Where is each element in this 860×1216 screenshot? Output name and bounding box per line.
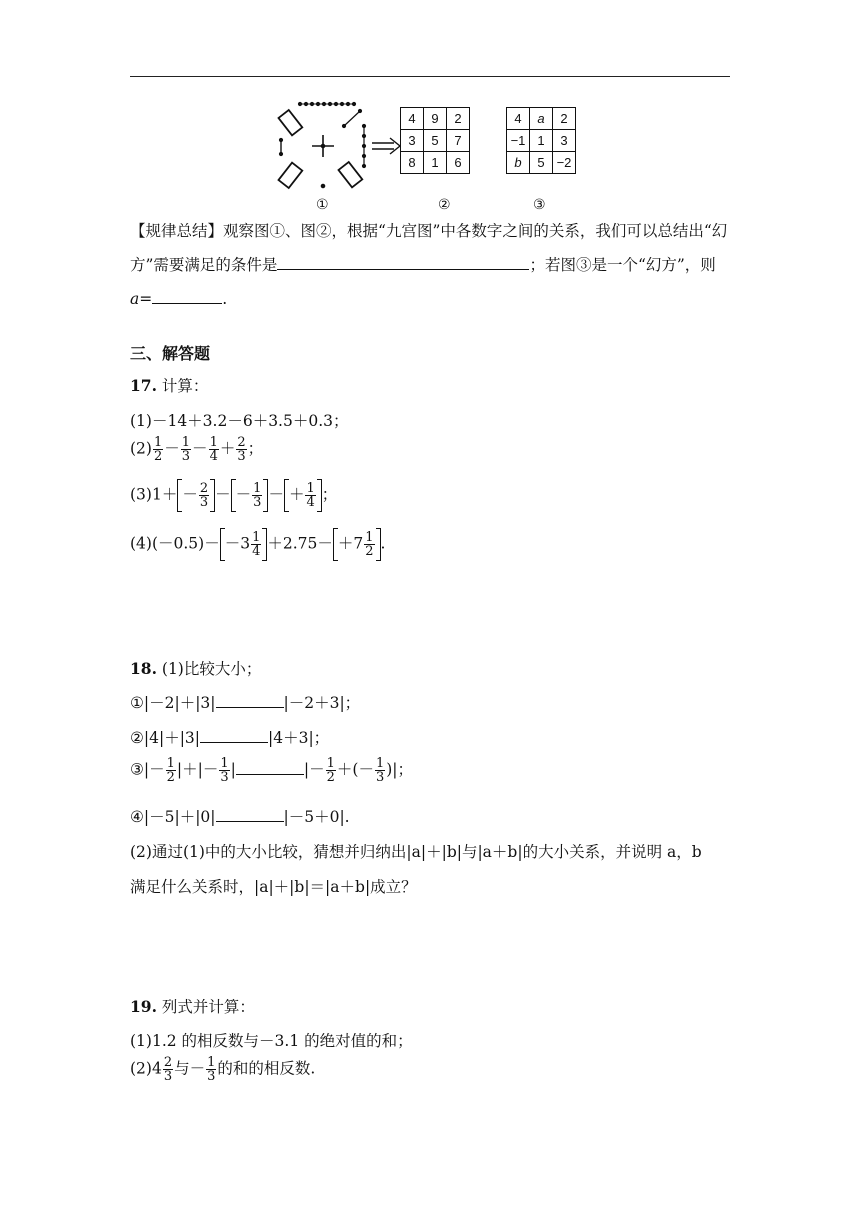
q18-number: 18. [130, 659, 157, 678]
var-a: a [130, 290, 140, 308]
answer-blank-compare-3[interactable] [236, 774, 304, 775]
compare-left: ③|－ [130, 760, 165, 779]
q19-part-2: (2)4 $\frac{2}{3}$ 与－ $\frac{1}{3}$ 的和的相反数. [130, 1055, 316, 1084]
rule-summary [130, 214, 730, 316]
grid3-cell: a [530, 108, 553, 130]
q18-stem [130, 657, 261, 679]
q17-part-4-mid: ＋2.75－ [267, 534, 333, 553]
grid3-cell: 3 [553, 130, 576, 152]
rule-tag: 【规律总结】 [130, 222, 224, 240]
grid3-cell: −2 [553, 152, 576, 174]
dot-row-top [298, 102, 355, 105]
grid2-cell: 4 [401, 108, 424, 130]
grid3-cell: 4 [507, 108, 530, 130]
bracket-group: － $\frac{1}{3}$ [231, 482, 269, 509]
grid2-cell: 2 [447, 108, 470, 130]
fraction: $\frac{1}{3}$ [181, 435, 191, 464]
fraction: $\frac{1}{4}$ [209, 435, 218, 464]
grid2-cell: 9 [424, 108, 447, 130]
magic-square-grid-2 [400, 107, 470, 174]
figure-label-1: ① [316, 197, 329, 213]
q19-part-2-end: 的和的相反数. [217, 1059, 316, 1078]
section-title: 三、解答题 [130, 344, 211, 363]
grid3-cell: 1 [530, 130, 553, 152]
q19-part-2-mid: 与－ [174, 1059, 206, 1078]
bracket-group: ＋7 $\frac{1}{2}$ [333, 531, 381, 558]
compare-right: |4＋3|； [268, 729, 330, 747]
figure-1-dot-diagram [272, 96, 402, 196]
figure-label-2: ② [438, 197, 451, 213]
q18-compare-3: ③|－ $\frac{1}{2}$ |＋|－ $\frac{1}{3}$ | |－ $\frac{1}{2}$ ＋(－ $\frac{1}{3}$ )|； [130, 756, 414, 785]
grid3-cell: −1 [507, 130, 530, 152]
answer-blank-a[interactable] [152, 303, 222, 304]
answer-blank-condition[interactable] [277, 269, 529, 270]
bracket-group: ＋ $\frac{1}{4}$ [284, 482, 322, 509]
compare-right: |－2＋3|； [283, 694, 361, 712]
q17-number: 17. [130, 376, 157, 395]
q19-stem [130, 995, 255, 1017]
q19-part-2-label: (2)4 [130, 1059, 162, 1078]
grid3-cell: 5 [530, 152, 553, 174]
period: . [222, 290, 228, 308]
rule-text-2: ；若图③是一个“幻方”，则 [529, 256, 716, 274]
q19-stem-text: 列式并计算： [156, 998, 255, 1016]
equals-sign: = [139, 290, 153, 308]
q18-compare-1 [130, 691, 360, 713]
q18-compare-2 [130, 726, 329, 748]
grid2-cell: 3 [401, 130, 424, 152]
q17-part-2: (2) $\frac{1}{2}$ － $\frac{1}{3}$ － $\frac{1}{4}$ ＋ $\frac{2}{3}$ ； [130, 435, 264, 464]
bracket-group: －3 $\frac{1}{4}$ [220, 531, 268, 558]
q19-part-1: (1)1.2 的相反数与－3.1 的绝对值的和； [130, 1032, 413, 1050]
q18-stem-text: (1)比较大小； [156, 660, 262, 678]
compare-left: ④|－5|＋|0| [130, 808, 216, 826]
answer-blank-compare-1[interactable] [216, 707, 284, 708]
answer-blank-compare-4[interactable] [216, 821, 284, 822]
grid2-cell: 8 [401, 152, 424, 174]
q17-part-3: (3)1＋ － $\frac{2}{3}$ － － $\frac{1}{3}$ － ＋ $\frac{1}{4}$ ； [130, 481, 338, 510]
q17-part-2-label: (2) [130, 439, 152, 458]
answer-blank-compare-2[interactable] [200, 742, 268, 743]
fraction: $\frac{2}{3}$ [237, 435, 246, 464]
figure-label-3: ③ [533, 197, 546, 213]
q18-part-2-line-1: (2)通过(1)中的大小比较，猜想并归纳出|a|＋|b|与|a＋b|的大小关系，并说明 a，b [130, 843, 702, 861]
q17-part-4: (4)(－0.5)－ －3 $\frac{1}{4}$ ＋2.75－ ＋7 $\frac{1}{2}$ . [130, 530, 386, 559]
magic-square-grid-3 [506, 107, 576, 174]
fraction: $\frac{1}{2}$ [153, 435, 163, 464]
grid3-cell: b [507, 152, 530, 174]
q17-stem [130, 374, 208, 396]
bracket-group: － $\frac{2}{3}$ [177, 482, 215, 509]
grid3-cell: 2 [553, 108, 576, 130]
q18-part-2-line-2: 满足什么关系时，|a|＋|b|＝|a＋b|成立？ [130, 878, 417, 896]
q19-number: 19. [130, 997, 157, 1016]
header-rule [130, 76, 730, 77]
q17-part-3-label: (3)1＋ [130, 485, 178, 504]
compare-left: ②|4|＋|3| [130, 729, 201, 747]
grid2-cell: 1 [424, 152, 447, 174]
grid2-cell: 7 [447, 130, 470, 152]
grid2-cell: 5 [424, 130, 447, 152]
rule-text-1: 观察图①、图②，根据“九宫图”中各数字之间的关系，我们可以总结出“幻方”需要满足的条件是 [130, 222, 728, 274]
compare-right: |－ [303, 760, 325, 779]
q17-stem-text: 计算： [156, 377, 209, 395]
q17-part-1: (1)－14＋3.2－6＋3.5＋0.3； [130, 412, 349, 430]
grid2-cell: 6 [447, 152, 470, 174]
double-arrow-icon [372, 138, 400, 154]
compare-right: |－5＋0|. [283, 808, 350, 826]
compare-left: ①|－2|＋|3| [130, 694, 216, 712]
q17-part-4-label: (4)(－0.5)－ [130, 534, 220, 553]
q18-compare-4 [130, 805, 350, 827]
